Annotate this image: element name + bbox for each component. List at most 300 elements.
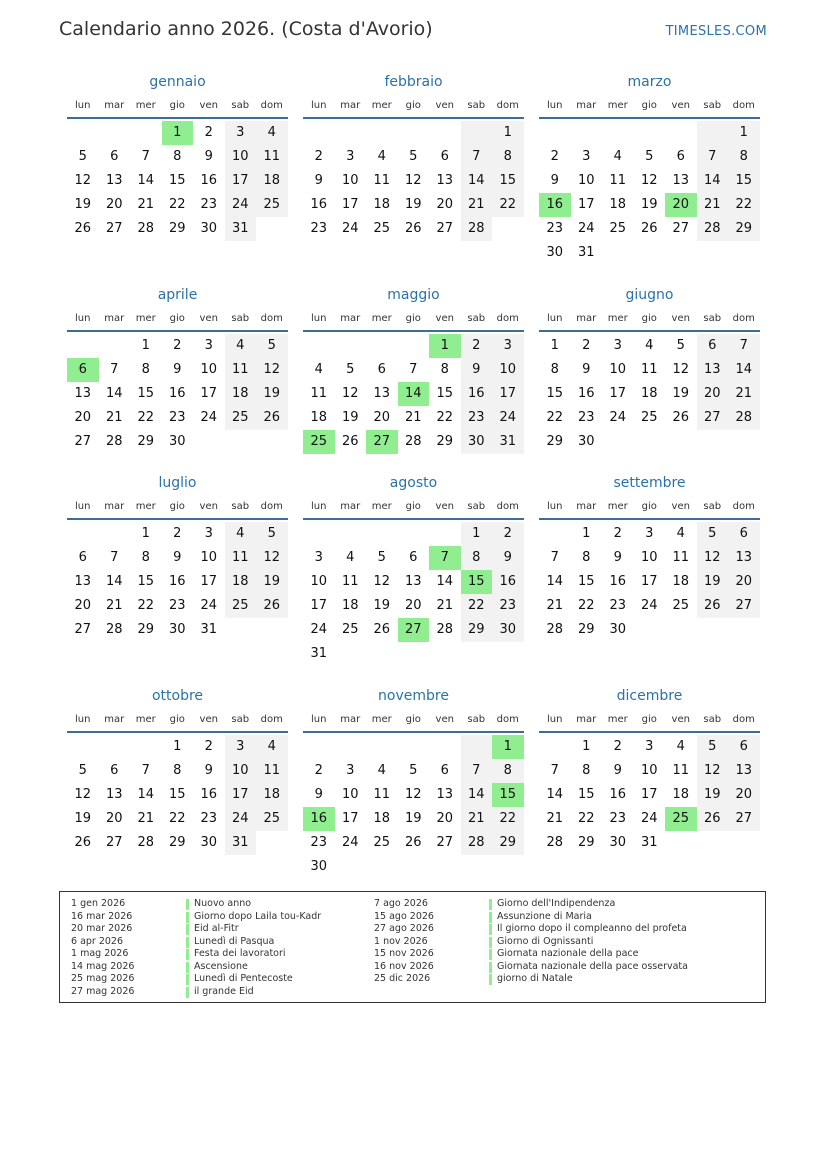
day-cell[interactable]: 8 [582, 763, 591, 778]
day-cell[interactable]: 18 [310, 410, 328, 425]
day-cell[interactable]: 6 [78, 550, 87, 565]
day-cell[interactable]: 17 [577, 197, 595, 212]
day-cell[interactable]: 11 [373, 787, 391, 802]
day-cell[interactable]: 12 [697, 546, 729, 570]
day-cell[interactable]: 18 [225, 570, 257, 594]
day-cell[interactable]: 10 [310, 574, 328, 589]
day-cell[interactable]: 23 [461, 406, 493, 430]
day-cell[interactable]: 11 [609, 173, 627, 188]
day-cell[interactable]: 21 [105, 598, 123, 613]
day-cell[interactable]: 16 [609, 574, 627, 589]
day-cell[interactable]: 22 [436, 410, 454, 425]
day-cell[interactable]: 26 [74, 835, 92, 850]
day-cell[interactable]: 1 [429, 334, 461, 358]
day-cell[interactable]: 30 [200, 835, 218, 850]
day-cell[interactable]: 11 [373, 173, 391, 188]
day-cell[interactable]: 1 [582, 739, 591, 754]
day-cell[interactable]: 17 [640, 574, 658, 589]
day-cell[interactable]: 27 [436, 221, 454, 236]
day-cell[interactable]: 19 [341, 410, 359, 425]
site-link[interactable]: TIMESLES.COM [665, 24, 767, 39]
day-cell[interactable]: 13 [436, 173, 454, 188]
day-cell[interactable]: 27 [398, 618, 430, 642]
day-cell[interactable]: 27 [728, 807, 760, 831]
day-cell[interactable]: 15 [728, 169, 760, 193]
day-cell[interactable]: 20 [105, 197, 123, 212]
day-cell[interactable]: 1 [461, 522, 493, 546]
day-cell[interactable]: 11 [256, 759, 288, 783]
day-cell[interactable]: 2 [173, 526, 182, 541]
day-cell[interactable]: 6 [728, 522, 760, 546]
day-cell[interactable]: 31 [225, 217, 257, 241]
day-cell[interactable]: 19 [640, 197, 658, 212]
day-cell[interactable]: 18 [225, 382, 257, 406]
day-cell[interactable]: 27 [74, 434, 92, 449]
day-cell[interactable]: 4 [377, 149, 386, 164]
day-cell[interactable]: 7 [141, 149, 150, 164]
day-cell[interactable]: 24 [225, 807, 257, 831]
day-cell[interactable]: 28 [137, 835, 155, 850]
day-cell[interactable]: 11 [672, 763, 690, 778]
day-cell[interactable]: 21 [461, 807, 493, 831]
day-cell[interactable]: 29 [577, 835, 595, 850]
day-cell[interactable]: 27 [366, 430, 398, 454]
day-cell[interactable]: 20 [404, 598, 422, 613]
day-cell[interactable]: 5 [645, 149, 654, 164]
day-cell[interactable]: 4 [613, 149, 622, 164]
day-cell[interactable]: 26 [640, 221, 658, 236]
day-cell[interactable]: 9 [613, 763, 622, 778]
day-cell[interactable]: 3 [645, 526, 654, 541]
day-cell[interactable]: 29 [728, 217, 760, 241]
day-cell[interactable]: 22 [546, 410, 564, 425]
day-cell[interactable]: 3 [645, 739, 654, 754]
day-cell[interactable]: 23 [577, 410, 595, 425]
day-cell[interactable]: 30 [168, 434, 186, 449]
day-cell[interactable]: 31 [225, 831, 257, 855]
day-cell[interactable]: 11 [256, 145, 288, 169]
day-cell[interactable]: 29 [168, 221, 186, 236]
day-cell[interactable]: 12 [697, 759, 729, 783]
day-cell[interactable]: 31 [577, 245, 595, 260]
day-cell[interactable]: 24 [341, 221, 359, 236]
day-cell[interactable]: 17 [200, 386, 218, 401]
day-cell[interactable]: 30 [310, 859, 328, 874]
day-cell[interactable]: 20 [697, 382, 729, 406]
day-cell[interactable]: 9 [314, 173, 323, 188]
day-cell[interactable]: 20 [436, 811, 454, 826]
day-cell[interactable]: 25 [609, 221, 627, 236]
day-cell[interactable]: 17 [310, 598, 328, 613]
day-cell[interactable]: 10 [225, 759, 257, 783]
day-cell[interactable]: 8 [728, 145, 760, 169]
day-cell[interactable]: 6 [67, 358, 99, 382]
day-cell[interactable]: 10 [609, 362, 627, 377]
day-cell[interactable]: 15 [577, 574, 595, 589]
day-cell[interactable]: 17 [225, 783, 257, 807]
day-cell[interactable]: 21 [137, 197, 155, 212]
day-cell[interactable]: 18 [256, 169, 288, 193]
day-cell[interactable]: 28 [137, 221, 155, 236]
day-cell[interactable]: 11 [310, 386, 328, 401]
day-cell[interactable]: 3 [346, 149, 355, 164]
day-cell[interactable]: 12 [404, 173, 422, 188]
day-cell[interactable]: 24 [492, 406, 524, 430]
day-cell[interactable]: 8 [492, 759, 524, 783]
day-cell[interactable]: 23 [200, 197, 218, 212]
day-cell[interactable]: 4 [256, 735, 288, 759]
day-cell[interactable]: 12 [256, 546, 288, 570]
day-cell[interactable]: 21 [105, 410, 123, 425]
day-cell[interactable]: 6 [377, 362, 386, 377]
day-cell[interactable]: 22 [168, 197, 186, 212]
day-cell[interactable]: 15 [546, 386, 564, 401]
day-cell[interactable]: 9 [314, 787, 323, 802]
day-cell[interactable]: 16 [168, 386, 186, 401]
day-cell[interactable]: 5 [377, 550, 386, 565]
day-cell[interactable]: 19 [74, 197, 92, 212]
day-cell[interactable]: 6 [697, 334, 729, 358]
day-cell[interactable]: 27 [672, 221, 690, 236]
day-cell[interactable]: 11 [225, 546, 257, 570]
day-cell[interactable]: 23 [310, 221, 328, 236]
day-cell[interactable]: 30 [609, 835, 627, 850]
day-cell[interactable]: 26 [697, 594, 729, 618]
day-cell[interactable]: 16 [492, 570, 524, 594]
day-cell[interactable]: 16 [609, 787, 627, 802]
day-cell[interactable]: 30 [200, 221, 218, 236]
day-cell[interactable]: 18 [609, 197, 627, 212]
day-cell[interactable]: 15 [168, 173, 186, 188]
day-cell[interactable]: 13 [404, 574, 422, 589]
day-cell[interactable]: 6 [110, 763, 119, 778]
day-cell[interactable]: 17 [200, 574, 218, 589]
day-cell[interactable]: 23 [310, 835, 328, 850]
day-cell[interactable]: 15 [577, 787, 595, 802]
day-cell[interactable]: 5 [697, 522, 729, 546]
day-cell[interactable]: 2 [204, 739, 213, 754]
day-cell[interactable]: 17 [341, 197, 359, 212]
day-cell[interactable]: 6 [440, 763, 449, 778]
day-cell[interactable]: 25 [256, 807, 288, 831]
day-cell[interactable]: 11 [341, 574, 359, 589]
day-cell[interactable]: 22 [461, 594, 493, 618]
day-cell[interactable]: 29 [137, 434, 155, 449]
day-cell[interactable]: 25 [672, 598, 690, 613]
day-cell[interactable]: 2 [550, 149, 559, 164]
day-cell[interactable]: 3 [582, 149, 591, 164]
day-cell[interactable]: 8 [461, 546, 493, 570]
day-cell[interactable]: 24 [577, 221, 595, 236]
day-cell[interactable]: 16 [200, 787, 218, 802]
day-cell[interactable]: 3 [492, 334, 524, 358]
day-cell[interactable]: 16 [310, 197, 328, 212]
day-cell[interactable]: 2 [314, 763, 323, 778]
day-cell[interactable]: 26 [341, 434, 359, 449]
day-cell[interactable]: 31 [200, 622, 218, 637]
day-cell[interactable]: 4 [256, 121, 288, 145]
day-cell[interactable]: 7 [461, 759, 493, 783]
day-cell[interactable]: 7 [141, 763, 150, 778]
day-cell[interactable]: 1 [141, 526, 150, 541]
day-cell[interactable]: 14 [137, 173, 155, 188]
day-cell[interactable]: 9 [613, 550, 622, 565]
day-cell[interactable]: 10 [341, 787, 359, 802]
day-cell[interactable]: 27 [697, 406, 729, 430]
day-cell[interactable]: 28 [728, 406, 760, 430]
day-cell[interactable]: 29 [492, 831, 524, 855]
day-cell[interactable]: 7 [550, 550, 559, 565]
day-cell[interactable]: 7 [550, 763, 559, 778]
day-cell[interactable]: 19 [404, 197, 422, 212]
day-cell[interactable]: 29 [546, 434, 564, 449]
day-cell[interactable]: 20 [74, 410, 92, 425]
day-cell[interactable]: 15 [137, 574, 155, 589]
day-cell[interactable]: 3 [225, 735, 257, 759]
day-cell[interactable]: 26 [697, 807, 729, 831]
day-cell[interactable]: 10 [640, 763, 658, 778]
day-cell[interactable]: 21 [404, 410, 422, 425]
day-cell[interactable]: 14 [546, 574, 564, 589]
day-cell[interactable]: 22 [137, 410, 155, 425]
day-cell[interactable]: 1 [492, 735, 524, 759]
day-cell[interactable]: 4 [676, 526, 685, 541]
day-cell[interactable]: 10 [577, 173, 595, 188]
day-cell[interactable]: 24 [640, 811, 658, 826]
day-cell[interactable]: 8 [141, 550, 150, 565]
day-cell[interactable]: 10 [200, 550, 218, 565]
day-cell[interactable]: 9 [173, 550, 182, 565]
day-cell[interactable]: 5 [676, 338, 685, 353]
day-cell[interactable]: 22 [728, 193, 760, 217]
day-cell[interactable]: 15 [492, 783, 524, 807]
day-cell[interactable]: 12 [404, 787, 422, 802]
day-cell[interactable]: 19 [256, 382, 288, 406]
day-cell[interactable]: 20 [665, 193, 697, 217]
day-cell[interactable]: 11 [225, 358, 257, 382]
day-cell[interactable]: 27 [436, 835, 454, 850]
day-cell[interactable]: 27 [105, 221, 123, 236]
day-cell[interactable]: 16 [577, 386, 595, 401]
day-cell[interactable]: 8 [492, 145, 524, 169]
day-cell[interactable]: 19 [697, 783, 729, 807]
day-cell[interactable]: 9 [461, 358, 493, 382]
day-cell[interactable]: 6 [440, 149, 449, 164]
day-cell[interactable]: 1 [162, 121, 194, 145]
day-cell[interactable]: 8 [550, 362, 559, 377]
day-cell[interactable]: 3 [204, 526, 213, 541]
day-cell[interactable]: 20 [436, 197, 454, 212]
day-cell[interactable]: 3 [204, 338, 213, 353]
day-cell[interactable]: 2 [582, 338, 591, 353]
day-cell[interactable]: 5 [78, 763, 87, 778]
day-cell[interactable]: 10 [640, 550, 658, 565]
day-cell[interactable]: 31 [310, 646, 328, 661]
day-cell[interactable]: 4 [225, 522, 257, 546]
day-cell[interactable]: 18 [256, 783, 288, 807]
day-cell[interactable]: 14 [697, 169, 729, 193]
day-cell[interactable]: 17 [640, 787, 658, 802]
day-cell[interactable]: 9 [173, 362, 182, 377]
day-cell[interactable]: 30 [546, 245, 564, 260]
day-cell[interactable]: 28 [461, 831, 493, 855]
day-cell[interactable]: 7 [429, 546, 461, 570]
day-cell[interactable]: 16 [461, 382, 493, 406]
day-cell[interactable]: 30 [577, 434, 595, 449]
day-cell[interactable]: 23 [200, 811, 218, 826]
day-cell[interactable]: 27 [74, 622, 92, 637]
day-cell[interactable]: 12 [672, 362, 690, 377]
day-cell[interactable]: 1 [728, 121, 760, 145]
day-cell[interactable]: 14 [137, 787, 155, 802]
day-cell[interactable]: 23 [609, 598, 627, 613]
day-cell[interactable]: 27 [728, 594, 760, 618]
day-cell[interactable]: 19 [697, 570, 729, 594]
day-cell[interactable]: 21 [546, 598, 564, 613]
day-cell[interactable]: 1 [173, 739, 182, 754]
day-cell[interactable]: 22 [137, 598, 155, 613]
day-cell[interactable]: 21 [137, 811, 155, 826]
day-cell[interactable]: 18 [672, 574, 690, 589]
day-cell[interactable]: 4 [314, 362, 323, 377]
day-cell[interactable]: 30 [168, 622, 186, 637]
day-cell[interactable]: 13 [728, 546, 760, 570]
day-cell[interactable]: 20 [728, 783, 760, 807]
day-cell[interactable]: 13 [697, 358, 729, 382]
day-cell[interactable]: 8 [440, 362, 449, 377]
day-cell[interactable]: 14 [398, 382, 430, 406]
day-cell[interactable]: 14 [728, 358, 760, 382]
day-cell[interactable]: 28 [461, 217, 493, 241]
day-cell[interactable]: 1 [550, 338, 559, 353]
day-cell[interactable]: 5 [346, 362, 355, 377]
day-cell[interactable]: 29 [137, 622, 155, 637]
day-cell[interactable]: 26 [672, 410, 690, 425]
day-cell[interactable]: 20 [373, 410, 391, 425]
day-cell[interactable]: 10 [492, 358, 524, 382]
day-cell[interactable]: 1 [582, 526, 591, 541]
day-cell[interactable]: 7 [409, 362, 418, 377]
day-cell[interactable]: 19 [74, 811, 92, 826]
day-cell[interactable]: 9 [204, 763, 213, 778]
day-cell[interactable]: 13 [728, 759, 760, 783]
day-cell[interactable]: 12 [256, 358, 288, 382]
day-cell[interactable]: 25 [665, 807, 697, 831]
day-cell[interactable]: 16 [200, 173, 218, 188]
day-cell[interactable]: 2 [314, 149, 323, 164]
day-cell[interactable]: 25 [225, 406, 257, 430]
day-cell[interactable]: 26 [256, 406, 288, 430]
day-cell[interactable]: 7 [110, 550, 119, 565]
day-cell[interactable]: 17 [609, 386, 627, 401]
day-cell[interactable]: 2 [613, 526, 622, 541]
day-cell[interactable]: 5 [697, 735, 729, 759]
day-cell[interactable]: 24 [225, 193, 257, 217]
day-cell[interactable]: 15 [461, 570, 493, 594]
day-cell[interactable]: 17 [341, 811, 359, 826]
day-cell[interactable]: 21 [546, 811, 564, 826]
day-cell[interactable]: 7 [728, 334, 760, 358]
day-cell[interactable]: 20 [728, 570, 760, 594]
day-cell[interactable]: 29 [461, 618, 493, 642]
day-cell[interactable]: 3 [314, 550, 323, 565]
day-cell[interactable]: 29 [168, 835, 186, 850]
day-cell[interactable]: 6 [728, 735, 760, 759]
day-cell[interactable]: 27 [105, 835, 123, 850]
day-cell[interactable]: 16 [539, 193, 571, 217]
day-cell[interactable]: 11 [672, 550, 690, 565]
day-cell[interactable]: 24 [200, 598, 218, 613]
day-cell[interactable]: 11 [640, 362, 658, 377]
day-cell[interactable]: 29 [577, 622, 595, 637]
day-cell[interactable]: 8 [141, 362, 150, 377]
day-cell[interactable]: 4 [676, 739, 685, 754]
day-cell[interactable]: 23 [492, 594, 524, 618]
day-cell[interactable]: 18 [373, 197, 391, 212]
day-cell[interactable]: 26 [256, 594, 288, 618]
day-cell[interactable]: 7 [697, 145, 729, 169]
day-cell[interactable]: 25 [341, 622, 359, 637]
day-cell[interactable]: 25 [373, 835, 391, 850]
day-cell[interactable]: 2 [492, 522, 524, 546]
day-cell[interactable]: 9 [582, 362, 591, 377]
day-cell[interactable]: 16 [303, 807, 335, 831]
day-cell[interactable]: 25 [640, 410, 658, 425]
day-cell[interactable]: 14 [105, 574, 123, 589]
day-cell[interactable]: 5 [256, 522, 288, 546]
day-cell[interactable]: 23 [168, 598, 186, 613]
day-cell[interactable]: 23 [546, 221, 564, 236]
day-cell[interactable]: 7 [461, 145, 493, 169]
day-cell[interactable]: 17 [225, 169, 257, 193]
day-cell[interactable]: 22 [492, 193, 524, 217]
day-cell[interactable]: 4 [377, 763, 386, 778]
day-cell[interactable]: 10 [341, 173, 359, 188]
day-cell[interactable]: 4 [225, 334, 257, 358]
day-cell[interactable]: 13 [74, 574, 92, 589]
day-cell[interactable]: 22 [168, 811, 186, 826]
day-cell[interactable]: 19 [373, 598, 391, 613]
day-cell[interactable]: 25 [225, 594, 257, 618]
day-cell[interactable]: 18 [373, 811, 391, 826]
day-cell[interactable]: 14 [546, 787, 564, 802]
day-cell[interactable]: 25 [373, 221, 391, 236]
day-cell[interactable]: 28 [105, 622, 123, 637]
day-cell[interactable]: 12 [74, 173, 92, 188]
day-cell[interactable]: 2 [173, 338, 182, 353]
day-cell[interactable]: 18 [341, 598, 359, 613]
day-cell[interactable]: 3 [225, 121, 257, 145]
day-cell[interactable]: 28 [105, 434, 123, 449]
day-cell[interactable]: 28 [404, 434, 422, 449]
day-cell[interactable]: 5 [409, 763, 418, 778]
day-cell[interactable]: 15 [137, 386, 155, 401]
day-cell[interactable]: 13 [105, 173, 123, 188]
day-cell[interactable]: 6 [110, 149, 119, 164]
day-cell[interactable]: 25 [303, 430, 335, 454]
day-cell[interactable]: 20 [105, 811, 123, 826]
day-cell[interactable]: 10 [225, 145, 257, 169]
day-cell[interactable]: 26 [404, 835, 422, 850]
day-cell[interactable]: 8 [173, 763, 182, 778]
day-cell[interactable]: 29 [436, 434, 454, 449]
day-cell[interactable]: 19 [404, 811, 422, 826]
day-cell[interactable]: 30 [492, 618, 524, 642]
day-cell[interactable]: 12 [373, 574, 391, 589]
day-cell[interactable]: 13 [105, 787, 123, 802]
day-cell[interactable]: 1 [492, 121, 524, 145]
day-cell[interactable]: 17 [492, 382, 524, 406]
